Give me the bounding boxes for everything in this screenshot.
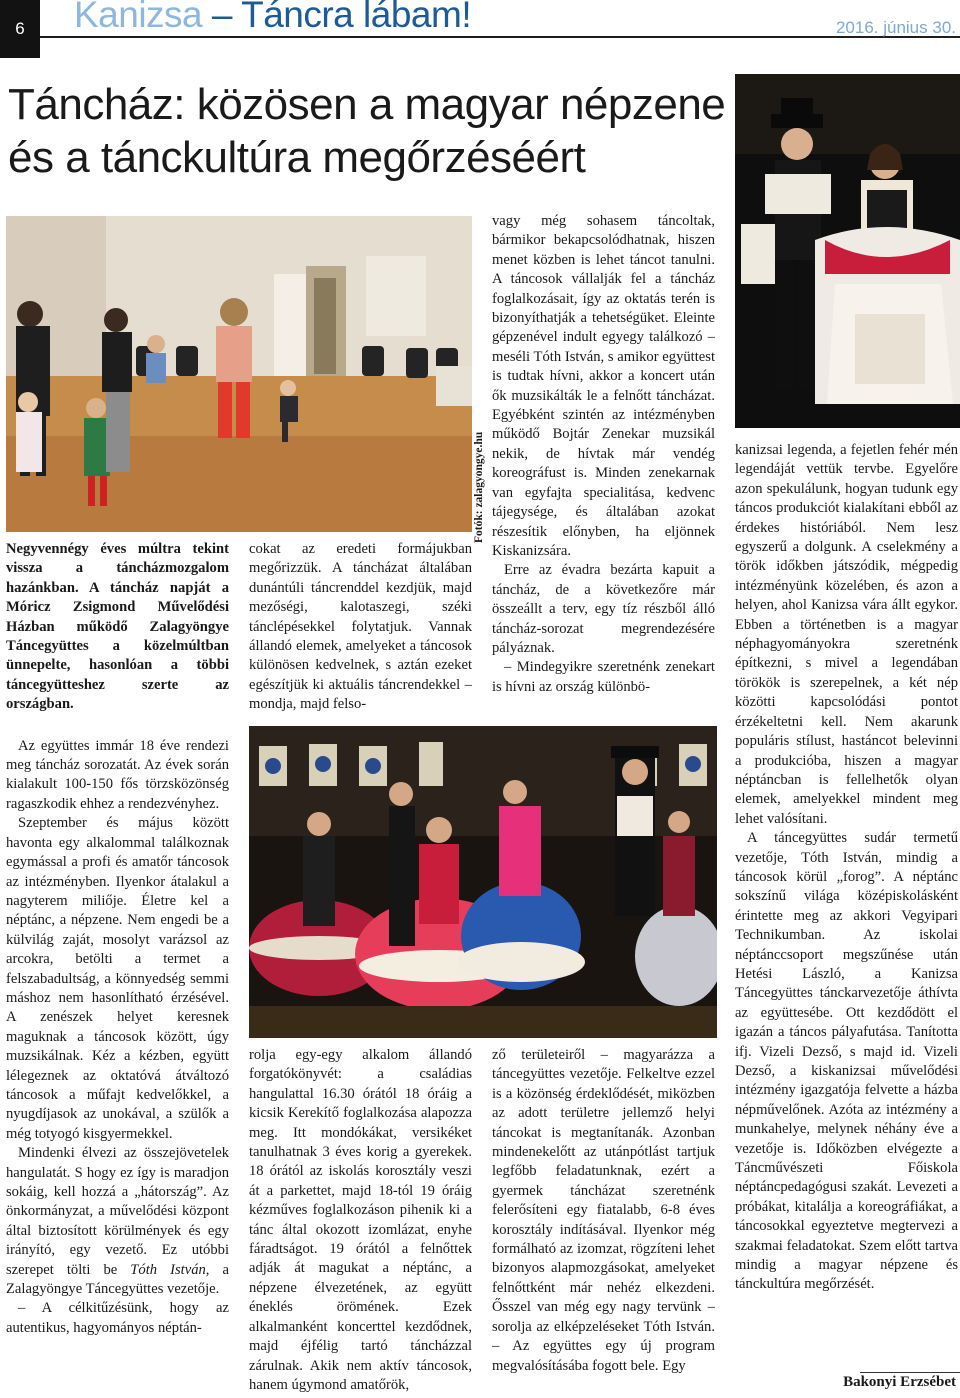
article-headline	[8, 78, 728, 184]
header-rule	[40, 36, 960, 38]
photo-stage-folk-dance-image	[249, 726, 717, 1038]
photo-dancing-couple	[735, 74, 960, 428]
col1-paragraph-3-b: , a Zalagyöngye Táncegyüttes vezetője.	[6, 1261, 229, 1298]
col4-paragraph-2: A táncegyüttes sudár termetű vezetője, Tóth István, mindig a táncosok körül „forog”. A néptánc sokszínű világa középiskolásként érintette meg az akkori Vegyipari Technikumban. Az iskolai néptánccsoport megszűnése után Hetési László, a Kanizsa Táncegyüttes tánckarvezetője áthívta az együttesébe. Ott kezdődött el igazán a táncos pályafutása. Tanította ifj. Vizeli Dezső, s majd id. Vizeli Dezső, a kiskanizsai művelődési intézmény igazgatója felvette a házba népművelőnek. Azóta az intézmény a munkahelye, melynek néhány éve a vezetője is. Időközben elvégezte a Táncművészeti Főiskola néptáncpedagógusi szakát. Levezeti a próbákat, kitalálja a koreográfiákat, a táncosokkal egyeztetve megtervezi a szakmai feladatokat. Szem előtt tartva mindig a magyar népzene és tánckultúra megőrzését.	[735, 830, 958, 1293]
col3-paragraph-2: Erre az évadra bezárta kapuit a táncház, de a következőre már összeállt a terv, egy tíz részből álló táncház-sorozat megrendezésére pályáznak.	[492, 562, 715, 656]
issue-date: 2016. június 30.	[835, 18, 956, 37]
section-title	[74, 0, 471, 36]
photo-stage-folk-dance	[249, 726, 717, 1038]
column-2-bottom	[249, 1046, 472, 1398]
photo-dance-hall-image	[6, 216, 472, 532]
col2-top-text: cokat az eredeti formájukban megőrizzük. A táncházat általában dunántúli táncrenddel kezdjük, majd mezőségi, kalotaszegi, széki tánclépésekkel folytatjuk. Vannak állandó elemek, amelyeket a táncosok különösen kedvelnek, s aztán ezeket egészítjük ki aktuális táncrendekkel – mondja, majd felso-	[249, 541, 472, 713]
author-rule	[860, 1372, 960, 1373]
column-1	[6, 540, 229, 1398]
col3-bottom-text: ző területeiről – magyarázza a táncegyüttes vezetője. Felkeltve ezzel is a közönség érdeklődését, miközben az adott területre jellemző helyi táncokat is megtanítanák. Azonban mindenekelőtt az utánpótlást tartjuk legfőbb feladatunknak, ezért a gyermek táncházat szeretnénk felerősíteni egy fiatalabb, 6-8 éves korosztály indításával. Ilyenkor még formálható az izomzat, rögzíteni lehet bizonyos alapmozgásokat, amelyeket felnőttként már nehéz elkezdeni. Ősszel van még egy nagy tervünk – sorolja az elképzeléseket Tóth István. – Az együttes egy új program megvalósításába fogott bele. Egy	[492, 1047, 715, 1374]
page-number-text: 6	[15, 19, 25, 38]
page-number	[0, 0, 40, 58]
col1-paragraph-1: Az együttes immár 18 éve rendezi meg táncház sorozatát. Az évek során kialakult 100-150 fős törzsközönség ragaszkodik ehhez a rendezvényhez.	[6, 737, 229, 812]
col1-paragraph-2: Szeptember és május között havonta egy alkalommal találkoznak egymással a profi és amatőr táncosok az intézményben. Ilyenkor átalakul a nagyterem miliője. Életre kel a néptánc, a népzene. Nem engedi be a külvilág zaját, mosolyt varázsol az arcokra, betölti a termet a felszabadultság, a könnyedség semmi máshoz nem hasonlítható érzésével. A zenészek helyet keresnek maguknak a táncosok között, úgy muzsikálnak. Kéz a kézben, együtt lélegeznek az oktatóvá átváltozó táncosok a műfajt kedvelőkkel, a nyugdíjasok az unokával, a szülők a még totyogó kisgyermekkel.	[6, 815, 229, 1142]
section-title-sub: – Táncra lábam!	[202, 0, 472, 35]
col1-paragraph-4: – A célkitűzésünk, hogy az autentikus, hagyományos néptán-	[6, 1300, 229, 1336]
col2-bottom-text: rolja egy-egy alkalom állandó forgatókönyvét: a családias hangulattal 16.30 órától 18 óráig a kicsik Kerekítő foglalkozása alapozza meg. Itt mondókákat, versikéket tanulhatnak 3 éves korig a gyerekek. 18 órától az iskolás korosztály veszi át a parkettet, majd 18-tól 19 óráig kézműves foglalkozáson pihenik ki a tánc által okozott izomlázat, enyhe fáradtságot. 19 órától a felnőttek adják át magukat a néptánc, a népzene élvezetének, az együtt éneklés örömének. Ezek alkalmanként koncerttel kezdődnek, majd éjfélig tartó táncházzal zárulnak. Akik nem aktív táncosok, hanem úgymond amatőrök,	[249, 1047, 472, 1393]
col1-paragraph-3	[6, 1144, 229, 1299]
lead-paragraph: Negyvennégy éves múltra tekint vissza a táncházmozgalom hazánkban. A táncház napját a Móricz Zsigmond Művelődési Házban működő Zalagyöngye Táncegyüttes a közelmúltban ünnepelte, hasonlóan a többi táncegyütteshez szerte az országban.	[6, 541, 229, 713]
column-3-top	[492, 212, 715, 720]
column-3-bottom	[492, 1046, 715, 1398]
col1-paragraph-3-a: Mindenki élvezi az összejövetelek hangulatát. S hogy ez így is maradjon sokáig, kell hozzá a „hátország”. Az önkormányzat, a művelődési központ által biztosított körülmények és egy irányító, egy vezető. Ez utóbbi szerepet tölti be	[6, 1145, 229, 1278]
photo-dancing-couple-image	[735, 74, 960, 428]
headline-line-2: és a tánckultúra megőrzéséért	[8, 133, 586, 182]
col3-paragraph-1: vagy még sohasem táncoltak, bármikor bekapcsolódhatnak, hiszen menet közben is lehet táncot tanulni. A táncosok vállalják fel a táncház foglalkozásait, így az oktatás terén is bizonyíthatják a tehetségüket. Eleinte gépzenével indult egyegy találkozó – meséli Tóth István, s amikor együttest is tudtak hívni, akkor a koncert után ők muzsikálták le a felnőtt táncházat. Egyébként szintén az intézményben működő Bojtár Zenekar muzsikál nekik, de hívtak már vendég koreográfust is. Minden zenekarnak van egyfajta specialitása, kedvenc tájegysége, és általában azokat részesítik előnyben, ha eljönnek Kiskanizsára.	[492, 213, 715, 559]
section-title-main: Kanizsa	[74, 0, 203, 35]
author-name: Bakonyi Erzsébet	[843, 1374, 956, 1390]
col4-paragraph-1: kanizsai legenda, a fejetlen fehér mén legendáját vettük tervbe. Egyelőre azon spekulálunk, hogyan tudunk egy táncos produkciót kialakítani ebből az érdekes históriából. Nem lesz egyszerű a dolgunk. A cselekmény a török időkben játszódik, mégpedig intézményünk közelében, és azon a helyen, ahol Kanizsa vára állt egykor. Ebben a történetben is a magyar néphagyományokra szeretnénk építkezni, s mivel a legendában törökök is szerepelnek, a két nép közötti kapcsolódási pontot érzékeltetni kell. Nem akarunk populáris stílust, hastáncot belevinni a produkcióba, hiszen a magyar néptáncban is fellelhetők olyan elemek, amelyekkel mindent meg lehet valósítani.	[735, 442, 958, 827]
col1-italic-name: Tóth István	[130, 1261, 206, 1278]
photo-credit	[475, 425, 487, 545]
headline-line-1: Táncház: közösen a magyar népzene	[8, 80, 726, 129]
col3-paragraph-3: – Mindegyikre szeretnénk zenekart is hívni az ország különbö-	[492, 659, 715, 695]
photo-dance-hall	[6, 216, 472, 532]
column-4	[735, 441, 958, 1367]
photo-credit-text: Fotók: zalagyongye.hu	[473, 431, 485, 543]
column-2-top	[249, 540, 472, 720]
